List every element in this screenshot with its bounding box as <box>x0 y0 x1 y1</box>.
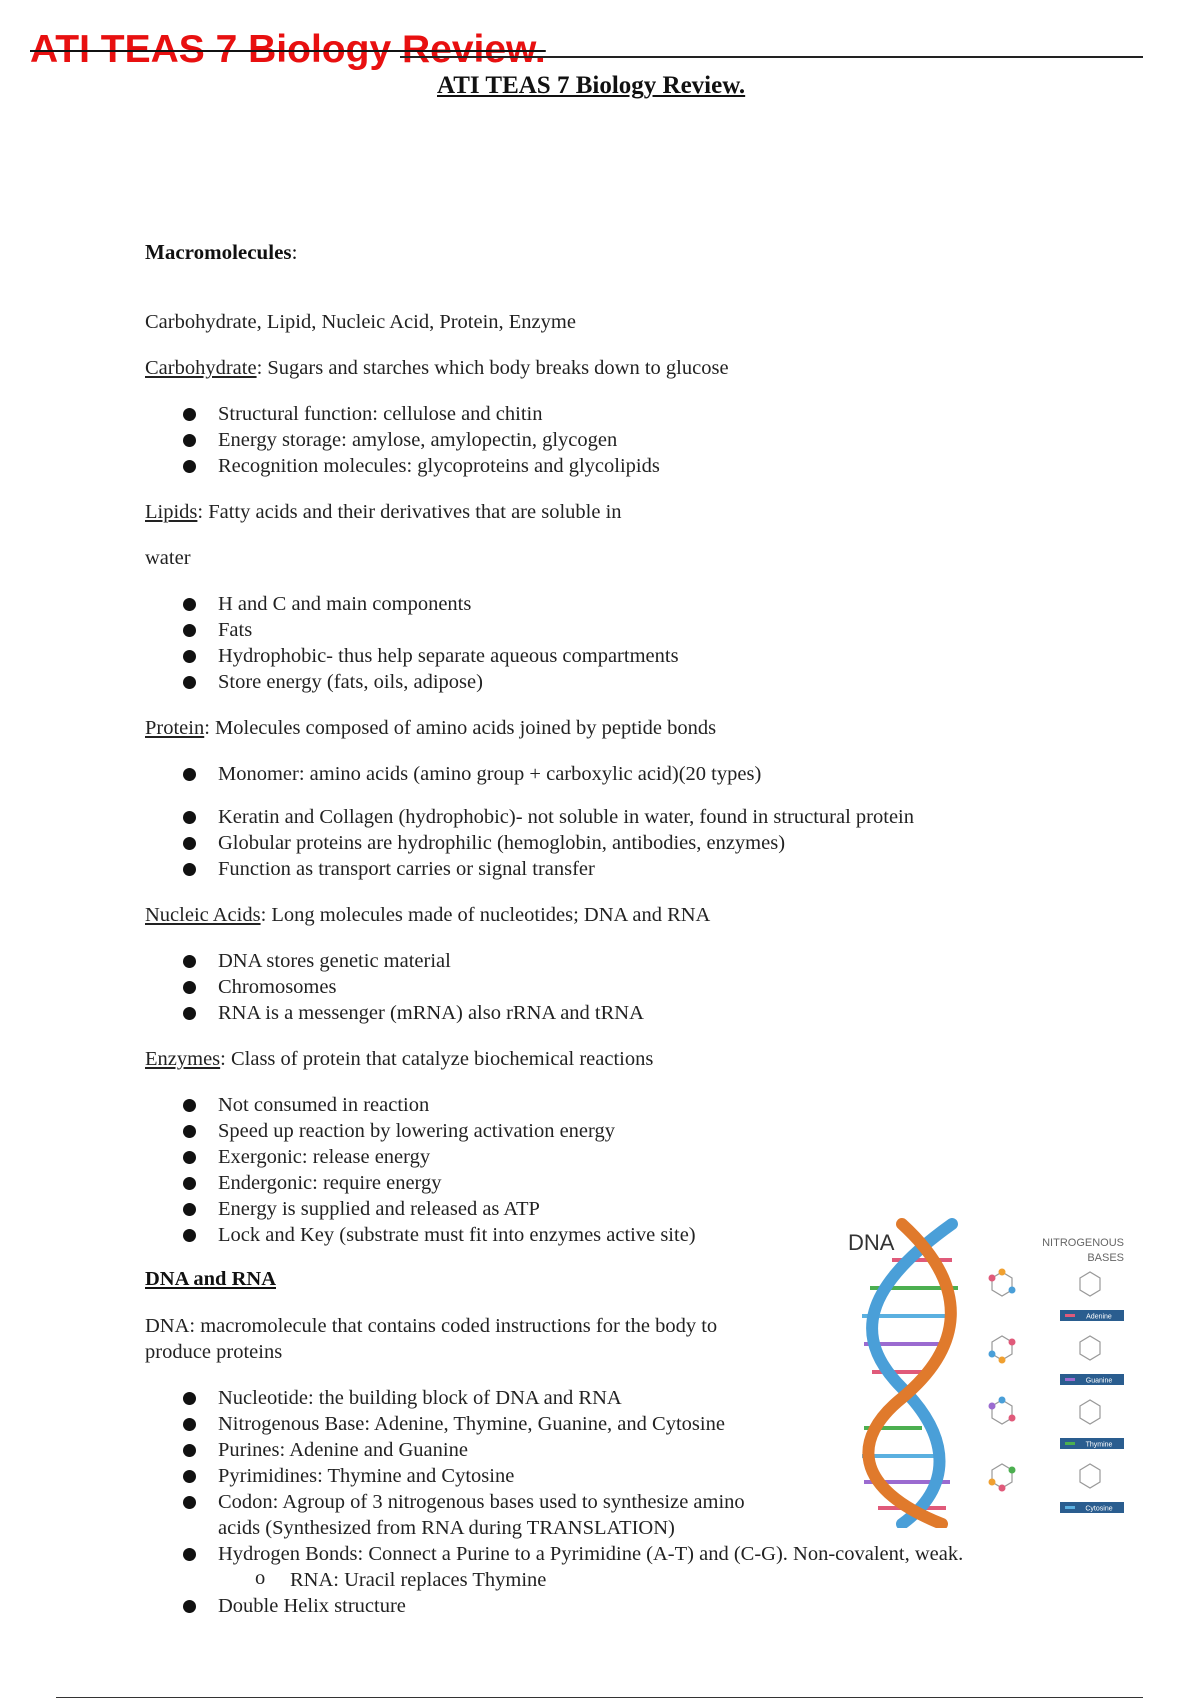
list-item: H and C and main components <box>145 591 1045 617</box>
list-item: Energy storage: amylose, amylopectin, glycogen <box>145 427 1045 453</box>
legend-adenine: Adenine <box>1086 1313 1112 1321</box>
list-item: Hydrophobic- thus help separate aqueous compartments <box>145 643 1045 669</box>
bases-label: BASES <box>1087 1252 1124 1264</box>
protein-term: Protein <box>145 717 205 739</box>
list-item: Purines: Adenine and Guanine <box>145 1437 1045 1463</box>
carbohydrate-definition: Carbohydrate: Sugars and starches which body breaks down to glucose <box>145 357 729 379</box>
enzymes-definition: Enzymes: Class of protein that catalyze biochemical reactions <box>145 1048 654 1070</box>
carbohydrate-term: Carbohydrate <box>145 357 257 379</box>
lipids-definition: Lipids: Fatty acids and their derivatives that are soluble in <box>145 501 622 523</box>
list-item: Monomer: amino acids (amino group + carboxylic acid)(20 types) <box>145 761 1045 787</box>
list-item: Keratin and Collagen (hydrophobic)- not soluble in water, found in structural protein <box>145 804 1045 830</box>
legend-thymine: Thymine <box>1085 1441 1113 1449</box>
list-item: Structural function: cellulose and chitin <box>145 401 1045 427</box>
macromolecules-list: Carbohydrate, Lipid, Nucleic Acid, Protein, Enzyme <box>145 311 576 333</box>
list-item: Lock and Key (substrate must fit into enzymes active site) <box>145 1222 1045 1248</box>
list-item: Chromosomes <box>145 974 1045 1000</box>
dna-helix-illustration <box>842 1218 1132 1528</box>
dna-label: DNA <box>848 1230 895 1255</box>
list-item: Speed up reaction by lowering activation energy <box>145 1118 1045 1144</box>
list-item: DNA stores genetic material <box>145 948 1045 974</box>
nucleic-term: Nucleic Acids <box>145 904 261 926</box>
dna-figure <box>842 1218 1132 1528</box>
header-rule <box>400 56 1143 58</box>
list-item: Nitrogenous Base: Adenine, Thymine, Guanine, and Cytosine <box>145 1411 1045 1437</box>
list-item: Store energy (fats, oils, adipose) <box>145 669 1045 695</box>
sub-bullet: o <box>255 1567 266 1589</box>
list-item: Endergonic: require energy <box>145 1170 1045 1196</box>
list-item: Globular proteins are hydrophilic (hemoglobin, antibodies, enzymes) <box>145 830 1045 856</box>
list-item: RNA is a messenger (mRNA) also rRNA and tRNA <box>145 1000 1045 1026</box>
legend-cytosine: Cytosine <box>1085 1505 1113 1513</box>
lipids-list <box>145 591 1045 695</box>
lipids-definition-cont: water <box>145 547 191 569</box>
nitrogenous-label: NITROGENOUS <box>1042 1237 1124 1249</box>
list-item: Double Helix structure <box>145 1593 1045 1619</box>
protein-list <box>145 761 1045 882</box>
dna-rna-list-end <box>145 1593 1045 1619</box>
list-item: Not consumed in reaction <box>145 1092 1045 1118</box>
nucleic-list <box>145 948 1045 1026</box>
legend-guanine: Guanine <box>1085 1377 1113 1385</box>
watermark-banner: ATI TEAS 7 Biology Review. <box>30 28 546 71</box>
nucleic-definition: Nucleic Acids: Long molecules made of nucleotides; DNA and RNA <box>145 904 711 926</box>
protein-definition: Protein: Molecules composed of amino acids joined by peptide bonds <box>145 717 717 739</box>
enzymes-term: Enzymes <box>145 1048 221 1070</box>
dna-rna-heading: DNA and RNA <box>145 1268 276 1290</box>
list-item: Exergonic: release energy <box>145 1144 1045 1170</box>
list-item: Nucleotide: the building block of DNA and RNA <box>145 1385 1045 1411</box>
carbohydrate-list <box>145 401 1045 479</box>
list-item: Hydrogen Bonds: Connect a Purine to a Pyrimidine (A-T) and (C-G). Non-covalent, weak. <box>145 1541 1118 1567</box>
list-item: Energy is supplied and released as ATP <box>145 1196 1045 1222</box>
sub-list-item <box>145 1567 1045 1593</box>
sub-item-text: RNA: Uracil replaces Thymine <box>290 1569 547 1591</box>
list-item: Codon: Agroup of 3 nitrogenous bases used to synthesize amino acids (Synthesized from RNA during TRANSLATION) <box>145 1489 758 1541</box>
macromolecules-heading: Macromolecules: <box>145 240 298 264</box>
lipids-term: Lipids <box>145 501 198 523</box>
footer-rule <box>56 1697 1143 1698</box>
list-item: Function as transport carries or signal transfer <box>145 856 1045 882</box>
page-title: ATI TEAS 7 Biology Review. <box>437 72 746 99</box>
list-item: Fats <box>145 617 1045 643</box>
list-item: Pyrimidines: Thymine and Cytosine <box>145 1463 1045 1489</box>
list-item: Recognition molecules: glycoproteins and glycolipids <box>145 453 1045 479</box>
dna-definition: DNA: macromolecule that contains coded instructions for the body to produce proteins <box>145 1315 718 1363</box>
